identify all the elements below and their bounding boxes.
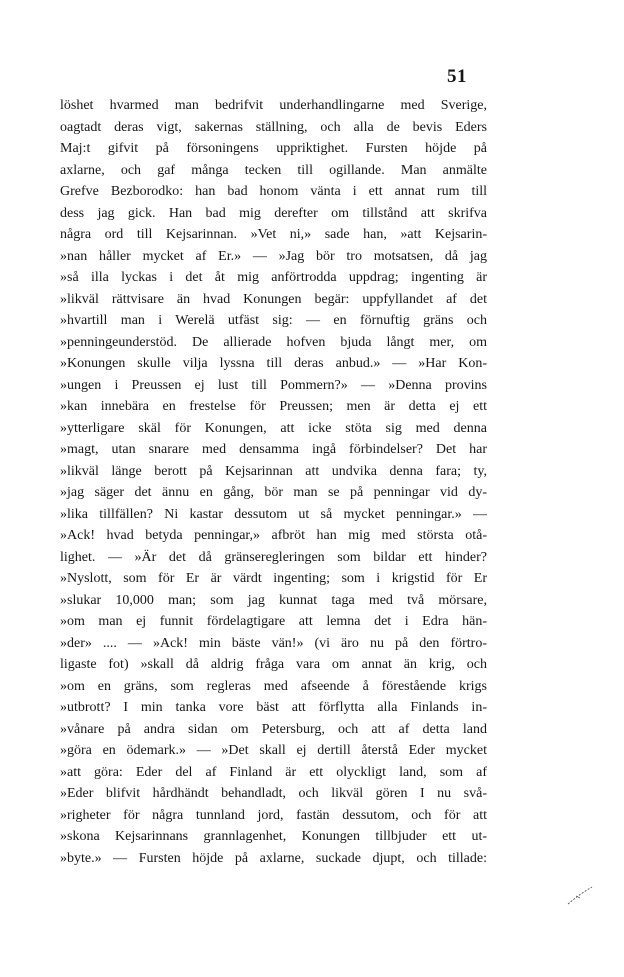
text-line: ligaste fot) »skall då aldrig fråga vara om annat än krig, och xyxy=(60,657,487,672)
text-line: »der» .... — »Ack! min bäste vän!» (vi äro nu på den förtro- xyxy=(60,635,487,651)
text-line: »hvartill man i Werelä utfäst sig: — en förnuftig gräns och xyxy=(60,313,487,328)
text-line: axlarne, och gaf många tecken till ogillande. Man anmälte xyxy=(60,162,487,178)
text-line: »byte.» — Fursten höjde på axlarne, suckade djupt, och tillade: xyxy=(60,850,487,866)
text-line: »righeter för några tunnland jord, fastän dessutom, och för att xyxy=(60,807,487,823)
text-line: Grefve Bezborodko: han bad honom vänta i ett annat rum till xyxy=(60,184,487,199)
text-line: »att göra: Eder del af Finland är ett olyckligt land, som af xyxy=(60,764,487,780)
body-text xyxy=(60,95,487,869)
text-line: »jag säger det ännu en gång, bör man se på penningar vid dy- xyxy=(60,485,487,500)
text-line: »utbrott? I min tanka vore bäst att förflytta alla Finlands in- xyxy=(60,700,487,715)
text-line: »Nyslott, som för Er är värdt ingenting; som i krigstid för Er xyxy=(60,571,487,586)
text-line: »vånare på andra sidan om Petersburg, och att af detta land xyxy=(60,721,487,737)
pencil-mark-icon xyxy=(566,884,594,906)
text-line: »Konungen skulle vilja lyssna till deras anbud.» — »Har Kon- xyxy=(60,356,487,371)
page-number: 51 xyxy=(447,66,467,87)
text-line: några ord till Kejsarinnan. »Vet ni,» sade han, »att Kejsarin- xyxy=(60,227,487,242)
text-line: »lika tillfällen? Ni kastar dessutom ut så mycket penningar.» — xyxy=(60,506,487,522)
text-line: »skona Kejsarinnans grannlagenhet, Konungen tillbjuder ett ut- xyxy=(60,829,487,844)
text-line: löshet hvarmed man bedrifvit underhandlingarne med Sverige, xyxy=(60,98,487,113)
text-line: oagtadt deras vigt, sakernas ställning, och alla de bevis Eders xyxy=(60,119,487,135)
text-line: »magt, utan snarare med densamma ingå förbindelser? Det har xyxy=(60,442,487,457)
text-line: »om en gräns, som regleras med afseende å förestående krigs xyxy=(60,678,487,694)
text-line: »slukar 10,000 man; som jag kunnat taga med två mörsare, xyxy=(60,592,487,608)
text-line: »ungen i Preussen ej lust till Pommern?» — »Denna provins xyxy=(60,377,487,393)
text-line: »göra en ödemark.» — »Det skall ej dertill återstå Eder mycket xyxy=(60,743,487,758)
text-line: »penningeunderstöd. De allierade hofven bjuda långt mer, om xyxy=(60,334,487,350)
text-line: »så illa lyckas i det åt mig anförtrodda uppdrag; ingenting är xyxy=(60,270,487,285)
text-line: »kan innebära en frestelse för Preussen; men är detta ej ett xyxy=(60,399,487,414)
text-line: Maj:t gifvit på försoningens uppriktighet. Fursten höjde på xyxy=(60,141,487,156)
text-line: dess jag gick. Han bad mig derefter om tillstånd att skrifva xyxy=(60,205,487,221)
text-line: lighet. — »Är det då gränseregleringen som bildar ett hinder? xyxy=(60,549,487,565)
text-line: »likväl rättvisare än hvad Konungen begär: uppfyllandet af det xyxy=(60,291,487,307)
text-line: »likväl länge berott på Kejsarinnan att undvika denna fara; ty, xyxy=(60,463,487,479)
text-line: »Ack! hvad betyda penningar,» afbröt han mig med största otå- xyxy=(60,528,487,543)
text-line: »Eder blifvit hårdhändt behandladt, och likväl gören I nu svå- xyxy=(60,786,487,801)
text-line: »nan håller mycket af Er.» — »Jag bör tro motsatsen, då jag xyxy=(60,248,487,264)
text-line: »om man ej funnit fördelagtigare att lemna det i Edra hän- xyxy=(60,614,487,629)
text-line: »ytterligare skäl för Konungen, att icke stöta sig med denna xyxy=(60,420,487,436)
